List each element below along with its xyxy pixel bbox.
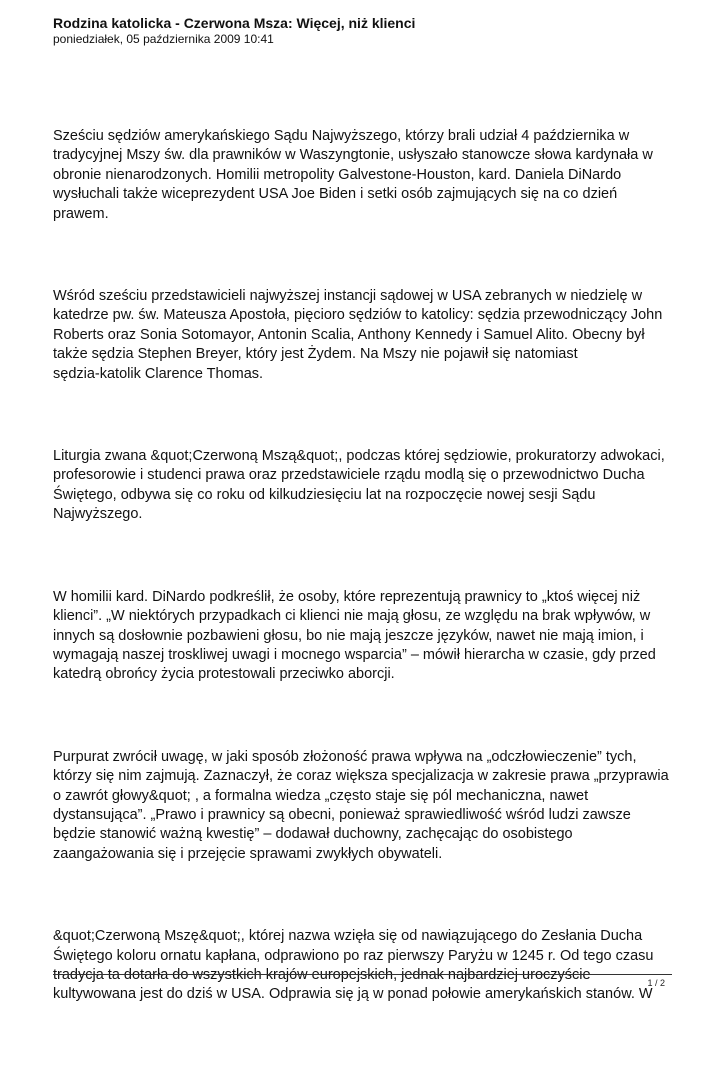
paragraph-5: Purpurat zwrócił uwagę, w jaki sposób złożoność prawa wpływa na „odczłowieczenie” tych, którzy się nim zajmują. Zaznaczył, że coraz większa specjalizacja w zakresie prawa „przyprawia o zawrót głowy&quot; , a formalna wiedza „często staje się pól mechaniczna, nawet dystansująca”. „Prawo i prawnicy są obecni, ponieważ sprawiedliwość wśród ludzi zawsze będzie stanowić ważną kwestię” – dodawał duchowny, zachęcając do osobistego zaangażowania się i przejęcie sprawami zwykłych obywateli. <box>53 748 669 862</box>
article-date: poniedziałek, 05 października 2009 10:41 <box>53 32 274 46</box>
document-header <box>53 14 693 47</box>
page-number: 1 / 2 <box>647 978 665 988</box>
paragraph-6: &quot;Czerwoną Mszę&quot;, której nazwa wzięła się od nawiązującego do Zesłania Ducha Świętego koloru ornatu kapłana, odprawiono po raz pierwszy Paryżu w 1245 r. Od tego czasu tradycja ta dotarła do wszystkich krajów europejskich, jednak najbardziej uroczyście kultywowana jest do dziś w USA. Odprawia się ją w ponad połowie amerykańskich stanów. W <box>53 928 654 1003</box>
footer-divider <box>53 974 672 975</box>
paragraph-4: W homilii kard. DiNardo podkreślił, że osoby, które reprezentują prawnicy to „ktoś więcej niż klienci”. „W niektórych przypadkach ci klienci nie mają głosu, ze względu na brak wpływów, w innych są dosłownie pozbawieni głosu, bo nie mają jeszcze języków, nawet nie mają imion, i wymagają naszej troskliwej uwagi i mocnego wsparcia” – mówił hierarcha w czasie, gdy przed katedrą obrońcy życia protestowali przeciwko aborcji. <box>53 588 656 683</box>
article-body <box>53 127 678 1068</box>
paragraph-3: Liturgia zwana &quot;Czerwoną Mszą&quot;, podczas której sędziowie, prokuratorzy adwokaci, profesorowie i studenci prawa oraz przedstawiciele rządu modlą się o przewodnictwo Ducha Świętego, odbywa się co roku od kilkudziesięciu lat na rozpoczęcie nowej sesji Sądu Najwyższego. <box>53 448 665 523</box>
article-title: Rodzina katolicka - Czerwona Msza: Więcej, niż klienci <box>53 15 416 31</box>
paragraph-1: Sześciu sędziów amerykańskiego Sądu Najwyższego, którzy brali udział 4 października w tradycyjnej Mszy św. dla prawników w Waszyngtonie, usłyszało stanowcze słowa kardynała w obronie nienarodzonych. Homilii metropolity Galvestone-Houston, kard. Daniela DiNardo wysłuchali także wiceprezydent USA Joe Biden i setki osób zajmujących się na co dzień prawem. <box>53 128 653 222</box>
paragraph-2: Wśród sześciu przedstawicieli najwyższej instancji sądowej w USA zebranych w niedzielę w katedrze pw. św. Mateusza Apostoła, pięcioro sędziów to katolicy: sędzia przewodniczący John Roberts oraz Sonia Sotomayor, Antonin Scalia, Anthony Kennedy i Samuel Alito. Obecny był także sędzia Stephen Breyer, który jest Żydem. Na Mszy nie pojawił się natomiast sędzia-katolik Clarence Thomas. <box>53 288 663 382</box>
